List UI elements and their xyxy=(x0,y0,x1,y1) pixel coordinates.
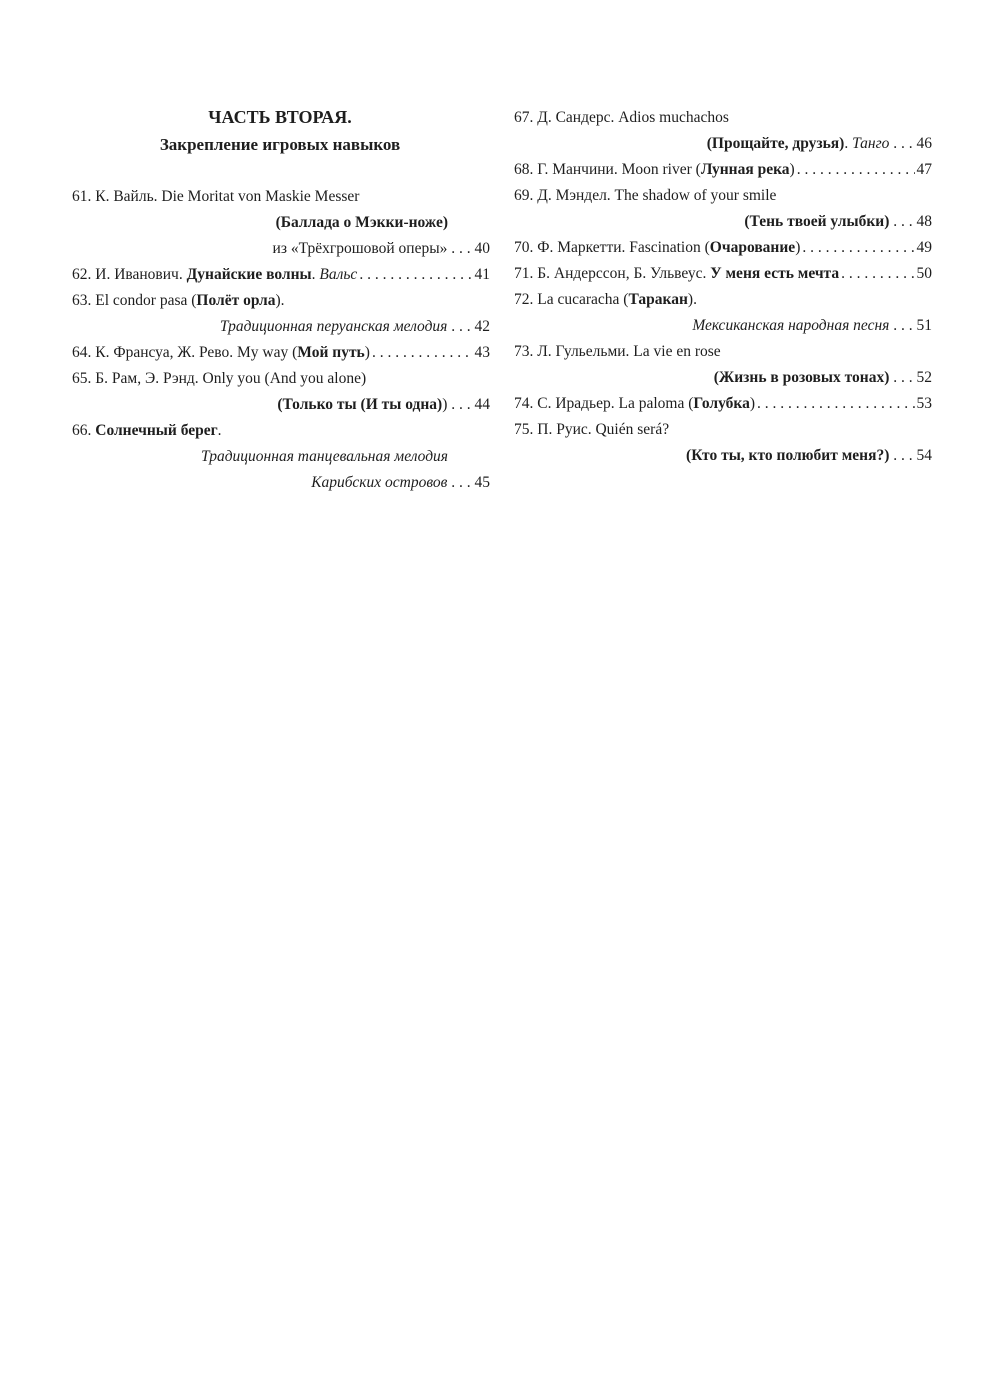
page-number: 44 xyxy=(474,396,490,413)
toc-entry-64[interactable]: 64. К. Франсуа, Ж. Рево. My way ( Мой путь ) . . . 43 xyxy=(72,340,490,366)
page-number: 52 xyxy=(916,369,932,386)
toc-entry-62[interactable]: 62. И. Иванович. Дунайские волны . Вальс . . . 41 xyxy=(72,262,490,288)
leader-dots xyxy=(841,261,914,287)
page-number: 45 xyxy=(474,474,490,491)
toc-entry-68[interactable]: 68. Г. Манчини. Moon river ( Лунная река ) . . . 47 xyxy=(514,157,932,183)
toc-entry-74[interactable]: 74. С. Ирадьер. La paloma ( Голубка ) . . . 53 xyxy=(514,391,932,417)
part-subtitle: Закрепление игровых навыков xyxy=(159,135,401,154)
toc-entry-70[interactable]: 70. Ф. Маркетти. Fascination ( Очарование ) . . . 49 xyxy=(514,235,932,261)
toc-entry-66-note: Традиционная танцевальная мелодия xyxy=(200,448,448,465)
page-number: 48 xyxy=(916,213,932,230)
toc-entry-67[interactable]: 67. Д. Сандерс. Adios muchachos xyxy=(514,109,729,126)
toc-entry-73[interactable]: 73. Л. Гульельми. La vie en rose xyxy=(514,343,721,360)
toc-entry-75[interactable]: 75. П. Руис. Quién será? xyxy=(514,421,670,438)
toc-entry-63-note: Традиционная перуанская мелодия . . . 42 xyxy=(72,314,490,340)
section-heading xyxy=(70,104,490,158)
toc-entry-66-note2: Карибских островов . . . 45 xyxy=(72,470,490,496)
page-number: 42 xyxy=(474,318,490,335)
toc-entry-73-translation: (Жизнь в розовых тонах) . . . 52 xyxy=(514,365,932,391)
toc-entry-66[interactable]: 66. Солнечный берег . xyxy=(72,422,222,439)
page-number: 51 xyxy=(916,317,932,334)
toc-entry-63[interactable]: 63. El condor pasa ( Полёт орла ). xyxy=(72,292,285,309)
part-title: ЧАСТЬ ВТОРАЯ. xyxy=(208,107,352,127)
toc-entry-75-translation: (Кто ты, кто полюбит меня?) . . . 54 xyxy=(514,443,932,469)
page-number: 43 xyxy=(474,344,490,361)
leader-dots xyxy=(802,235,914,261)
leader-dots xyxy=(359,262,472,288)
leader-dots xyxy=(757,391,914,417)
toc-entry-69[interactable]: 69. Д. Мэндел. The shadow of your smile xyxy=(514,187,777,204)
page-number: 47 xyxy=(916,161,932,178)
toc-entry-65-translation: (Только ты (И ты одна) ) . . . 44 xyxy=(72,392,490,418)
toc-left-column xyxy=(72,184,490,496)
page-number: 49 xyxy=(916,239,932,256)
toc-entry-71[interactable]: 71. Б. Андерссон, Б. Ульвеус. У меня есть мечта . . . 50 xyxy=(514,261,932,287)
toc-entry-67-translation: (Прощайте, друзья) . Танго . . . 46 xyxy=(514,131,932,157)
page-number: 46 xyxy=(916,135,932,152)
page-number: 40 xyxy=(474,240,490,257)
page-number: 41 xyxy=(474,266,490,283)
toc-right-column xyxy=(514,105,932,469)
leader-dots xyxy=(797,157,915,183)
toc-entry-72-note: Мексиканская народная песня . . . 51 xyxy=(514,313,932,339)
page-number: 53 xyxy=(916,395,932,412)
toc-entry-61[interactable]: 61. К. Вайль. Die Moritat von Maskie Messer xyxy=(72,188,360,205)
page-number: 50 xyxy=(916,265,932,282)
leader-dots xyxy=(372,340,473,366)
toc-entry-69-translation: (Тень твоей улыбки) . . . 48 xyxy=(514,209,932,235)
toc-entry-72[interactable]: 72. La cucaracha ( Таракан ). xyxy=(514,291,697,308)
toc-entry-61-source: из «Трёхгрошовой оперы» . . . 40 xyxy=(72,236,490,262)
toc-entry-61-translation: (Баллада о Мэкки-ноже) xyxy=(275,214,448,231)
page-number: 54 xyxy=(916,447,932,464)
toc-entry-65[interactable]: 65. Б. Рам, Э. Рэнд. Only you (And you alone) xyxy=(72,370,367,387)
